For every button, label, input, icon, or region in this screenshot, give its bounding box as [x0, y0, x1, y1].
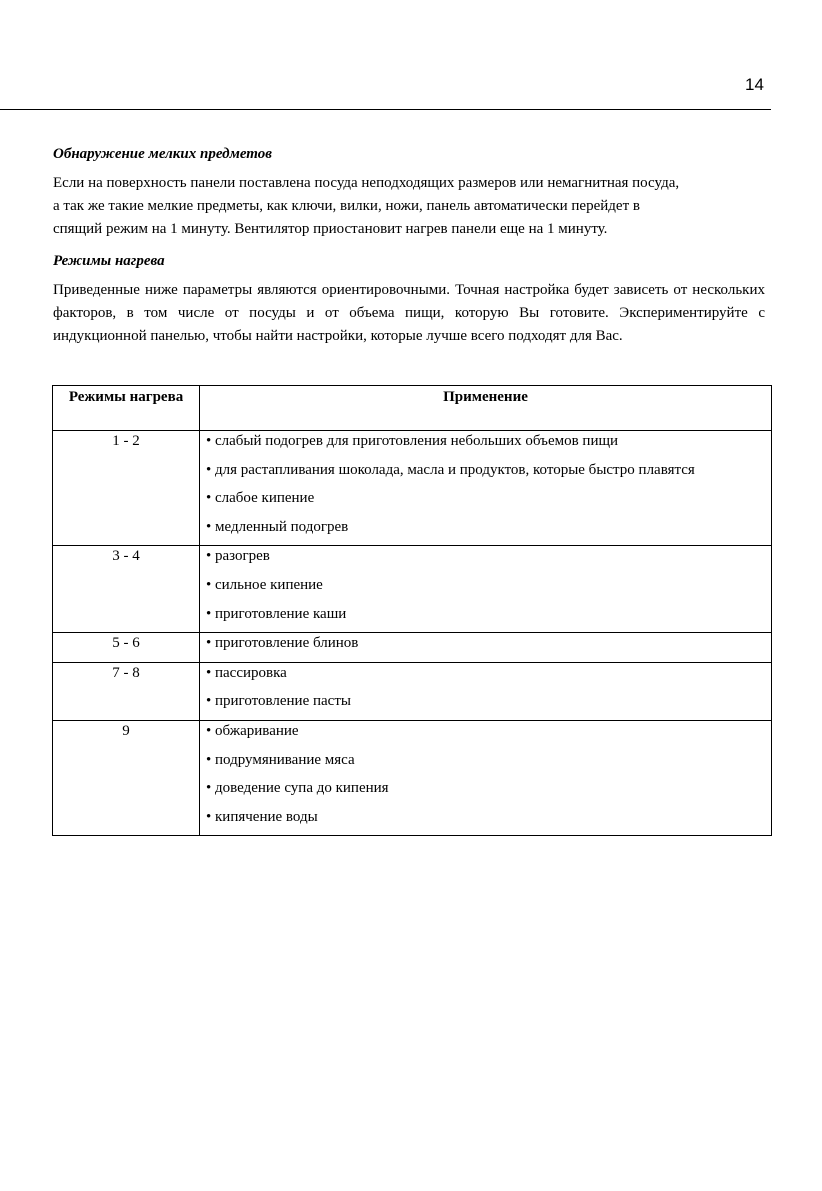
application-item: • сильное кипение: [206, 576, 323, 593]
application-item: • приготовление блинов: [206, 635, 359, 652]
mode-value: 3 - 4: [112, 548, 140, 565]
paragraph-line: спящий режим на 1 минуту. Вентилятор приостановит нагрев панели еще на 1 минуту.: [53, 221, 608, 237]
application-cell: [200, 431, 772, 546]
application-item: • подрумянивание мяса: [206, 751, 355, 768]
application-item: • обжаривание: [206, 722, 299, 739]
application-cell: [200, 720, 772, 835]
table-row: [53, 662, 772, 720]
paragraph-line: а так же такие мелкие предметы, как ключи, вилки, ножи, панель автоматически перейдет в: [53, 198, 640, 214]
application-item: • для растапливания шоколада, масла и продуктов, которые быстро плавятся: [206, 461, 695, 478]
application-item: • приготовление пасты: [206, 693, 351, 710]
heating-modes-table: [52, 385, 772, 836]
mode-value: 1 - 2: [112, 433, 140, 449]
table-header-row: [53, 386, 772, 431]
application-cell: [200, 546, 772, 633]
column-header-mode: Режимы нагрева: [53, 386, 200, 431]
table-row: [53, 720, 772, 835]
application-item: • кипячение воды: [206, 808, 318, 825]
mode-cell: [53, 662, 200, 720]
header-rule: [0, 109, 771, 110]
application-item: • слабый подогрев для приготовления небольших объемов пищи: [206, 433, 619, 449]
column-header-application: Применение: [200, 386, 772, 431]
table-row: [53, 633, 772, 663]
application-item: • разогрев: [206, 548, 270, 565]
section-heading-heating-modes: Режимы нагрева: [53, 253, 165, 269]
table-row: [53, 546, 772, 633]
application-item: • приготовление каши: [206, 605, 347, 622]
application-cell: [200, 633, 772, 663]
heating-modes-paragraph: Приведенные ниже параметры являются ориентировочными. Точная настройка будет зависеть от нескольких факторов, в том числе от посуды и от объема пищи, которую Вы готовите. Экспериментируйте с индукционной панелью, чтобы найти настройки, которые лучше всего подходят для Вас.: [53, 282, 765, 344]
mode-cell: [53, 546, 200, 633]
mode-value: 9: [122, 722, 130, 739]
mode-cell: [53, 431, 200, 546]
paragraph-line: Если на поверхность панели поставлена посуда неподходящих размеров или немагнитная посуда,: [53, 175, 680, 191]
mode-value: 7 - 8: [112, 664, 140, 681]
table-row: [53, 431, 772, 546]
mode-cell: [53, 720, 200, 835]
section-heading-small-objects: Обнаружение мелких предметов: [53, 146, 272, 162]
page-number: 14: [745, 75, 764, 94]
application-item: • слабое кипение: [206, 490, 315, 507]
small-objects-paragraph: [53, 172, 765, 241]
application-item: • пассировка: [206, 664, 287, 681]
application-item: • доведение супа до кипения: [206, 780, 389, 797]
mode-value: 5 - 6: [112, 635, 140, 652]
mode-cell: [53, 633, 200, 663]
application-item: • медленный подогрев: [206, 518, 349, 535]
application-cell: [200, 662, 772, 720]
